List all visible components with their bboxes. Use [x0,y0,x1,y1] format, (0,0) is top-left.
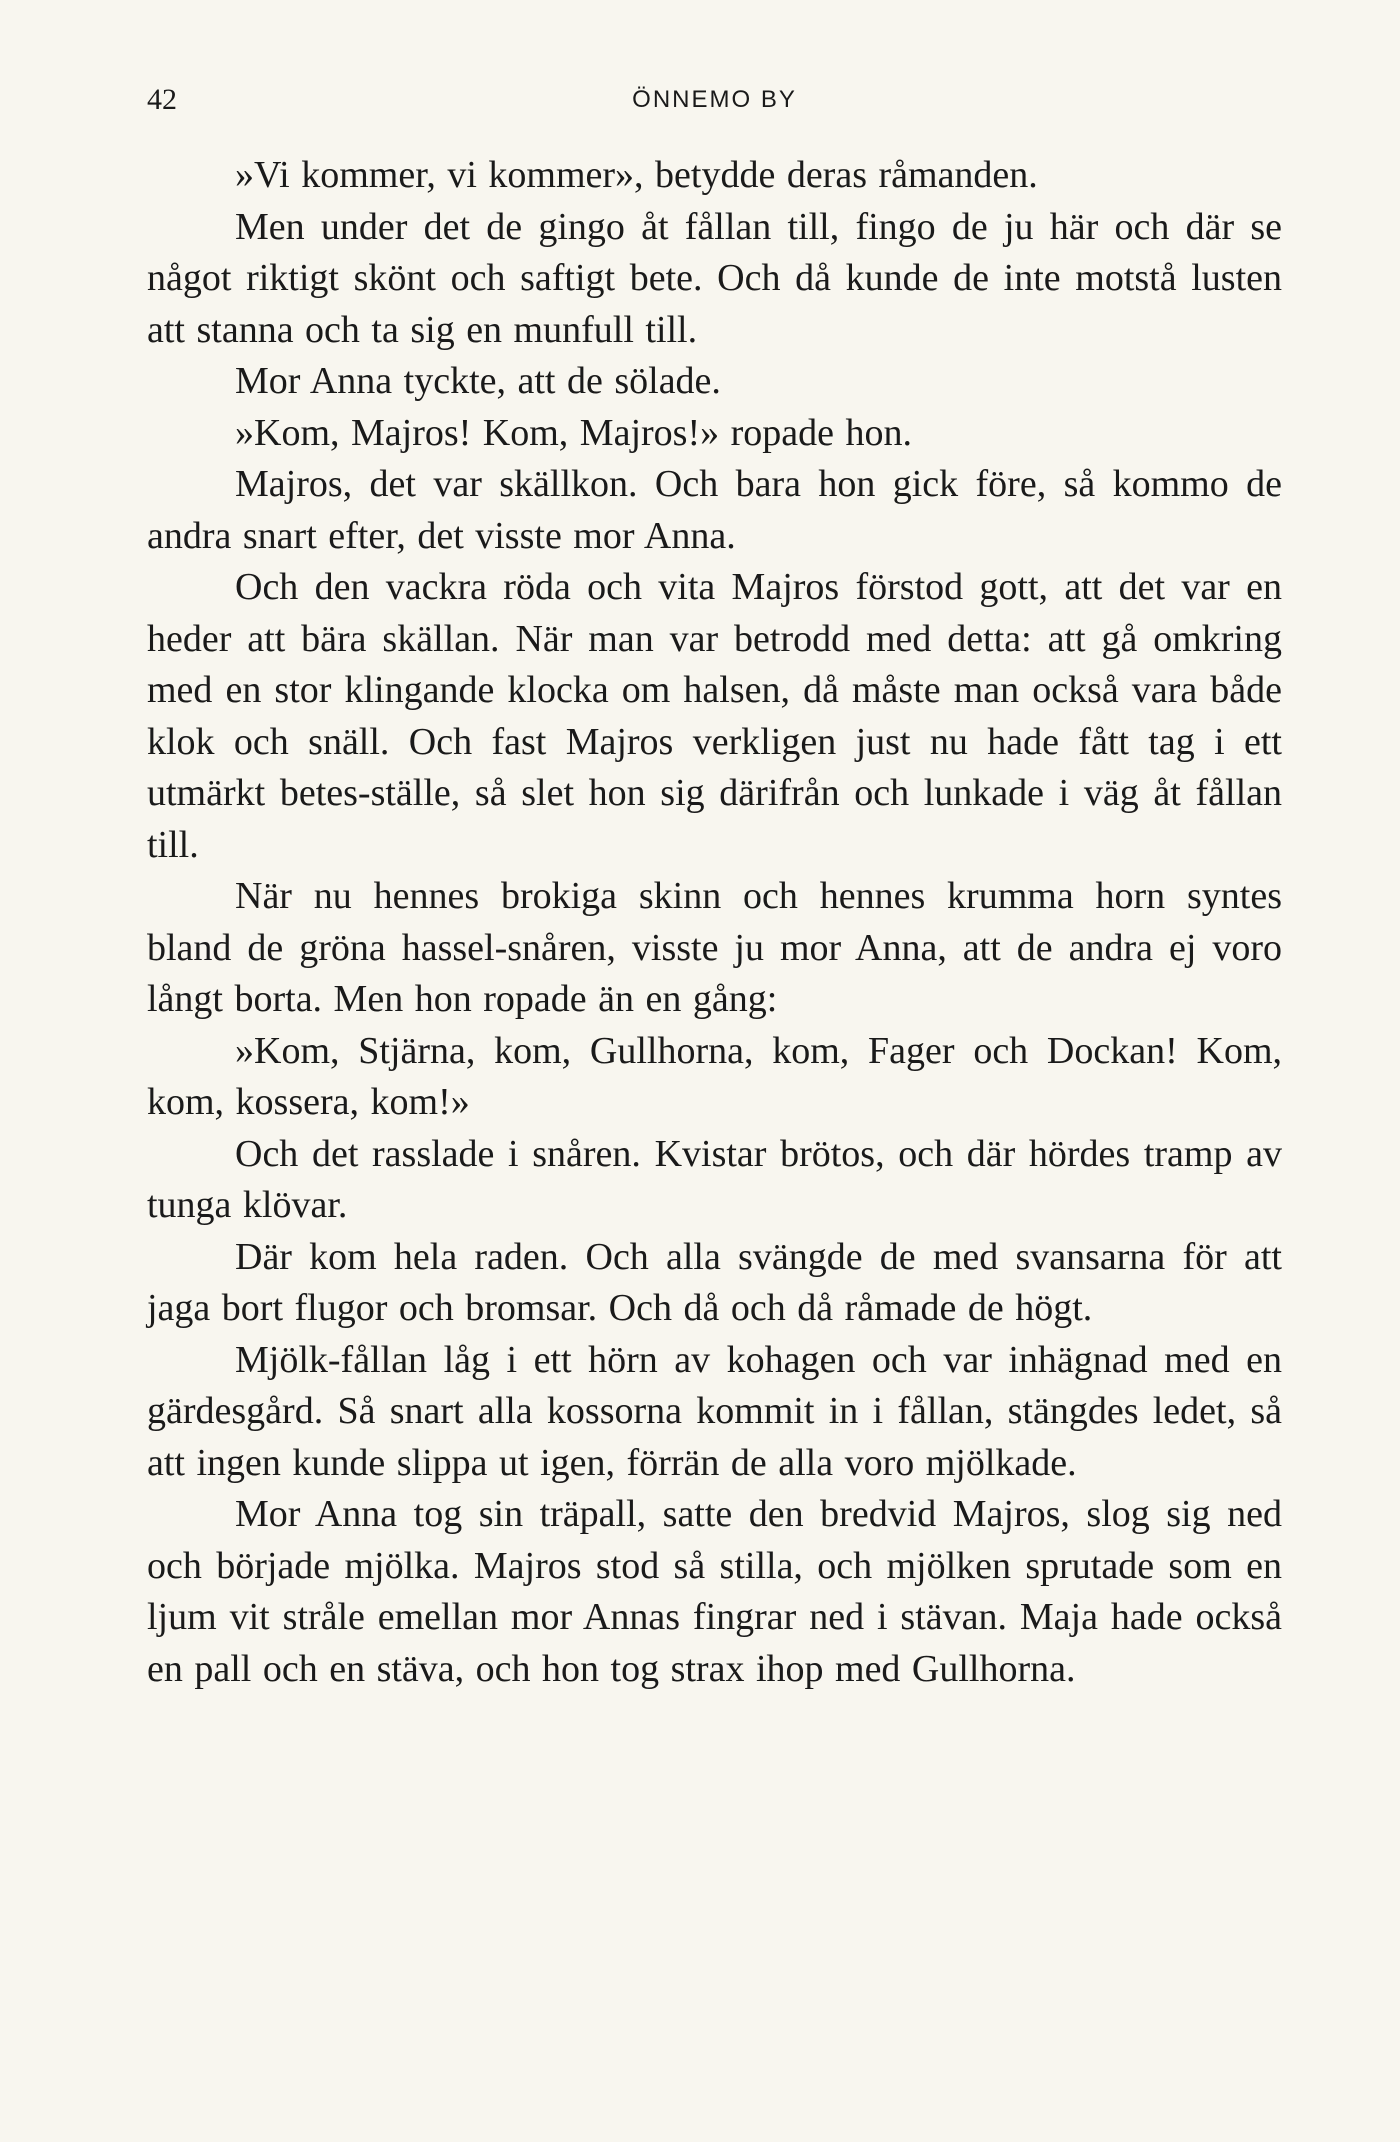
page-number: 42 [147,83,177,116]
paragraph: Men under det de gingo åt fållan till, fingo de ju här och där se något riktigt skönt och saftigt bete. Och då kunde de inte motstå lusten att stanna och ta sig en munfull till. [147,205,1282,351]
paragraph: Majros, det var skällkon. Och bara hon gick före, så kommo de andra snart efter, det visste mor Anna. [147,463,1282,557]
paragraph: Och den vackra röda och vita Majros förstod gott, att det var en heder att bära skällan. När man var betrodd med detta: att gå omkring med en stor klingande klocka om halsen, då måste man också vara både klok och snäll. Och fast Majros verkligen just nu hade fått tag i ett utmärkt betes-ställe, så slet hon sig därifrån och lunkade i väg åt fållan till. [147,566,1282,866]
running-title: ÖNNEMO BY [632,86,797,113]
paragraph: Och det rasslade i snåren. Kvistar brötos, och där hördes tramp av tunga klövar. [147,1132,1282,1226]
page-header [147,80,1282,120]
paragraph: »Kom, Stjärna, kom, Gullhorna, kom, Fager och Dockan! Kom, kom, kossera, kom!» [147,1029,1282,1123]
paragraph: När nu hennes brokiga skinn och hennes krumma horn syntes bland de gröna hassel-snåren, visste ju mor Anna, att de andra ej voro långt borta. Men hon ropade än en gång: [147,875,1282,1020]
paragraph: Mor Anna tog sin träpall, satte den bredvid Majros, slog sig ned och började mjölka. Majros stod så stilla, och mjölken sprutade som en ljum vit stråle emellan mor Annas fingrar ned i stävan. Maja hade också en pall och en stäva, och hon tog strax ihop med Gullhorna. [147,1493,1282,1690]
paragraph: Mjölk-fållan låg i ett hörn av kohagen och var inhägnad med en gärdesgård. Så snart alla kossorna kommit in i fållan, stängdes ledet, så att ingen kunde slippa ut igen, förrän de alla voro mjölkade. [147,1338,1282,1484]
paragraph: Där kom hela raden. Och alla svängde de med svansarna för att jaga bort flugor och bromsar. Och då och då råmade de högt. [147,1235,1282,1329]
body-text [147,150,1282,1695]
paragraph: »Kom, Majros! Kom, Majros!» ropade hon. [235,411,913,454]
paragraph: Mor Anna tyckte, att de sölade. [235,360,721,402]
paragraph: »Vi kommer, vi kommer», betydde deras råmanden. [235,154,1038,196]
